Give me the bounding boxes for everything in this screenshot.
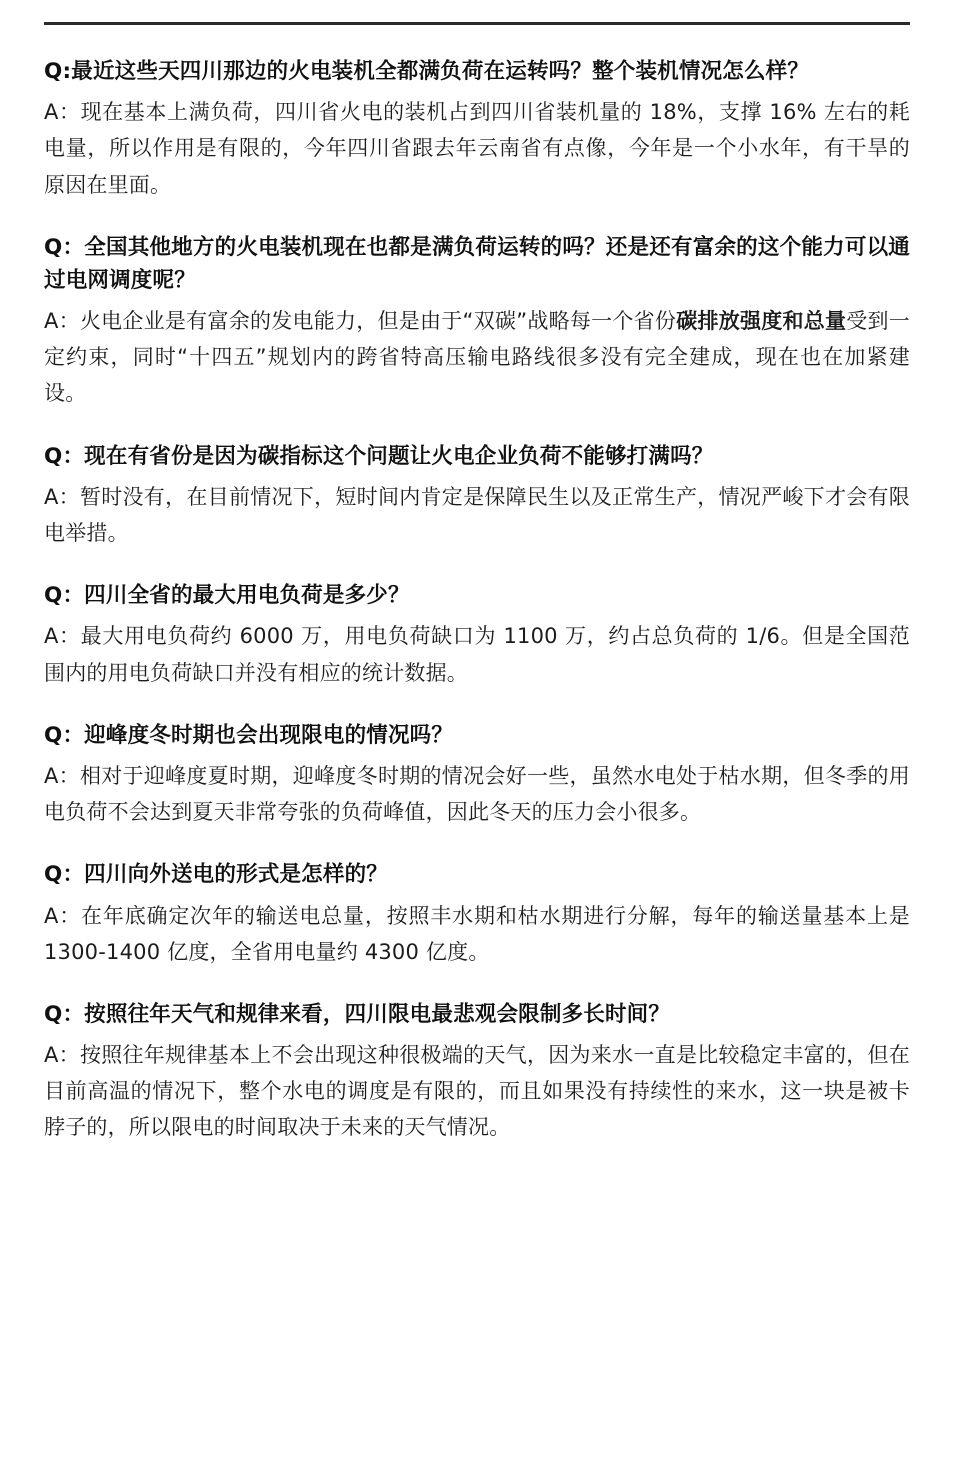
qa-item — [44, 998, 910, 1146]
qa-list — [44, 25, 910, 1145]
qa-item — [44, 858, 910, 970]
question-text: Q:最近这些天四川那边的火电装机全都满负荷在运转吗？整个装机情况怎么样？ — [44, 59, 810, 84]
answer-text: A：在年底确定次年的输送电总量，按照丰水期和枯水期进行分解，每年的输送量基本上是 1300-1400 亿度，全省用电量约 4300 亿度。 — [44, 903, 910, 964]
question-text: Q：四川向外送电的形式是怎样的？ — [44, 862, 388, 888]
question-text: Q：全国其他地方的火电装机现在也都是满负荷运转的吗？还是还有富余的这个能力可以通过电网调度呢？ — [44, 234, 910, 293]
question-text: Q：四川全省的最大用电负荷是多少？ — [44, 583, 410, 609]
qa-item — [44, 231, 910, 412]
question-text: Q：迎峰度冬时期也会出现限电的情况吗？ — [44, 722, 454, 748]
answer-text: A：暂时没有，在目前情况下，短时间内肯定是保障民生以及正常生产，情况严峻下才会有限电举措。 — [44, 484, 910, 546]
qa-item — [44, 55, 910, 203]
question-text: Q：按照往年天气和规律来看，四川限电最悲观会限制多长时间？ — [44, 1001, 671, 1027]
answer-segment: A：火电企业是有富余的发电能力，但是由于“双碳”战略每一个省份 — [44, 309, 677, 334]
answer-text: A：按照往年规律基本上不会出现这种很极端的天气，因为来水一直是比较稳定丰富的，但在目前高温的情况下，整个水电的调度是有限的，而且如果没有持续性的来水，这一块是被卡脖子的，所以限电的时间取决于未来的天气情况。 — [44, 1043, 910, 1140]
answer-text: A：最大用电负荷约 6000 万，用电负荷缺口为 1100 万，约占总负荷的 1/6。但是全国范围内的用电负荷缺口并没有相应的统计数据。 — [44, 624, 910, 685]
question-text: Q：现在有省份是因为碳指标这个问题让火电企业负荷不能够打满吗？ — [44, 443, 714, 469]
answer-text: A：相对于迎峰度夏时期，迎峰度冬时期的情况会好一些，虽然水电处于枯水期，但冬季的用电负荷不会达到夏天非常夸张的负荷峰值，因此冬天的压力会小很多。 — [44, 763, 910, 825]
answer-segment-emphasis: 碳排放强度和总量 — [676, 309, 847, 334]
qa-item — [44, 579, 910, 691]
document-page — [0, 22, 954, 1482]
answer-text: A：现在基本上满负荷，四川省火电的装机占到四川省装机量的 18%，支撑 16% 左右的耗电量，所以作用是有限的，今年四川省跟去年云南省有点像，今年是一个小水年，有干旱的原因在里面。 — [44, 100, 910, 197]
qa-item — [44, 719, 910, 831]
answer-segment: 受到一定约束，同时“十四五”规划内的跨省特高压输电路线很多没有完全建成，现在也在加紧建设。 — [44, 309, 910, 406]
qa-item — [44, 440, 910, 552]
answer-text — [44, 303, 910, 411]
